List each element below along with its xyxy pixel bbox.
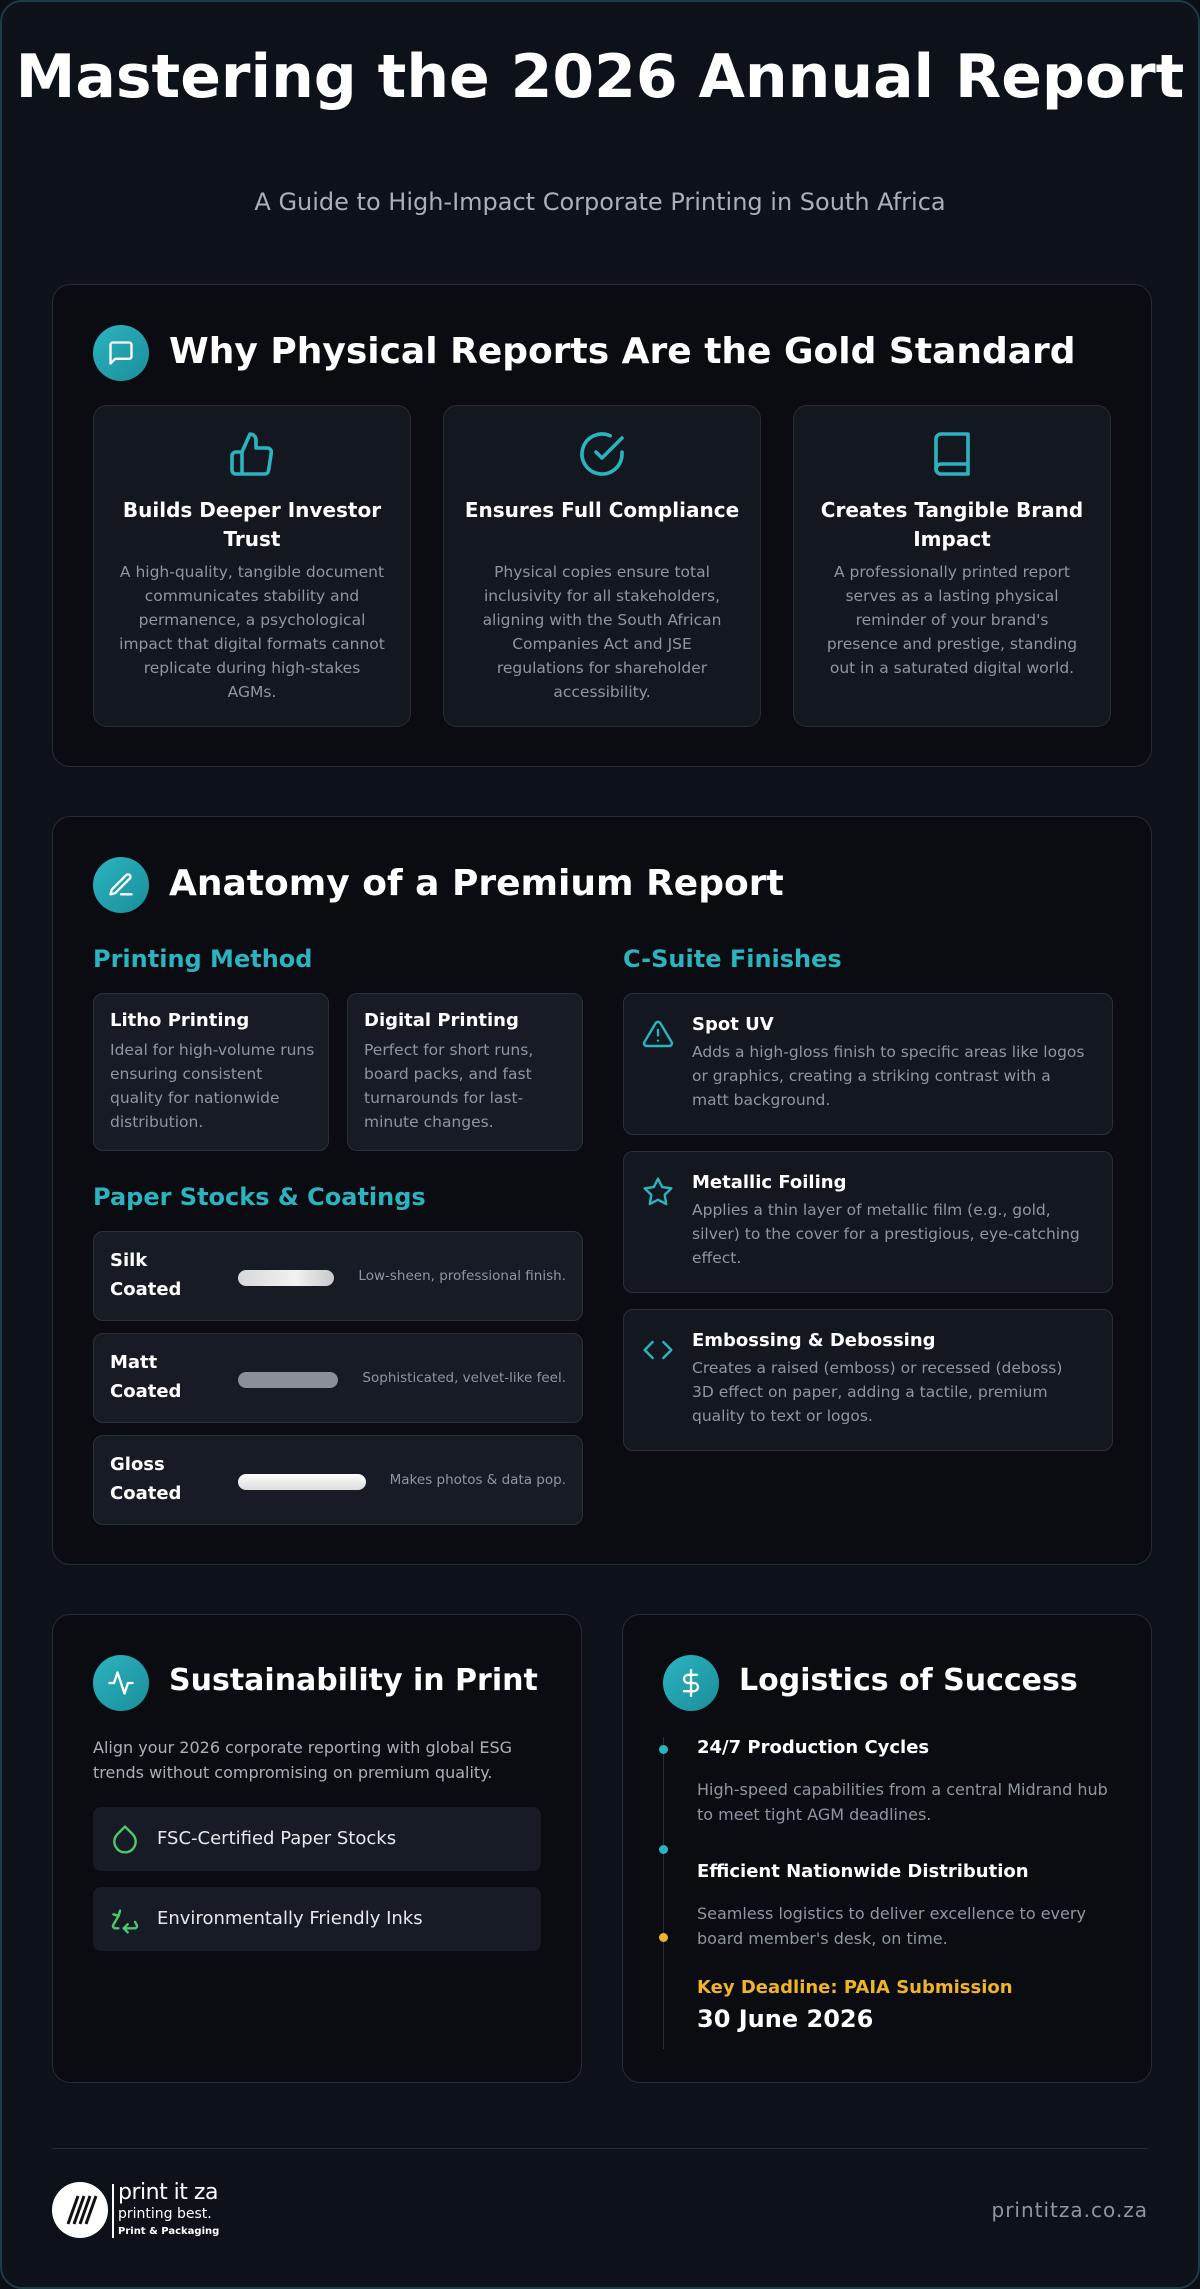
anatomy-section xyxy=(52,816,1152,1565)
paper-desc: Sophisticated, velvet-like feel. xyxy=(362,1370,566,1386)
why-card-title: Ensures Full Compliance xyxy=(464,498,740,522)
paper-name: Matt Coated xyxy=(110,1352,182,1402)
method-text: Ideal for high-volume runs ensuring consistent quality for nationwide distribution. xyxy=(110,1041,315,1131)
logistics-section xyxy=(622,1614,1152,2083)
timeline-line xyxy=(663,1737,664,2049)
why-card-title: Builds Deeper Investor Trust xyxy=(122,498,382,551)
timeline-dot xyxy=(659,1745,668,1754)
anatomy-title: Anatomy of a Premium Report xyxy=(169,863,784,904)
code-brackets-icon xyxy=(642,1334,674,1366)
why-title: Why Physical Reports Are the Gold Standard xyxy=(169,331,1076,372)
why-card-text: Physical copies ensure total inclusivity for all stakeholders, aligning with the South African Companies Act and JSE regulations for shareholder accessibility. xyxy=(482,563,722,701)
printing-method-heading: Printing Method xyxy=(93,945,313,973)
finishes-heading: C-Suite Finishes xyxy=(623,945,842,973)
activity-pulse-icon xyxy=(93,1655,149,1711)
sustainability-section xyxy=(52,1614,582,2083)
sustainability-item-label: Environmentally Friendly Inks xyxy=(157,1908,423,1929)
sustainability-item-label: FSC-Certified Paper Stocks xyxy=(157,1828,397,1849)
logistics-step-title: Efficient Nationwide Distribution xyxy=(697,1861,1029,1882)
footer-divider xyxy=(52,2148,1148,2149)
gloss-swatch xyxy=(238,1474,366,1490)
finish-text: Adds a high-gloss finish to specific areas like logos or graphics, creating a striking contrast with a matt background. xyxy=(692,1043,1085,1109)
thumbs-up-icon xyxy=(94,430,410,478)
method-digital xyxy=(347,993,583,1151)
why-card-brand xyxy=(793,405,1111,727)
deadline-label: Key Deadline: PAIA Submission xyxy=(697,1977,1013,1998)
why-section xyxy=(52,284,1152,767)
page-subtitle: A Guide to High-Impact Corporate Printing in South Africa xyxy=(254,188,946,216)
sustainability-item-fsc xyxy=(93,1807,541,1871)
brand-logo xyxy=(52,2180,232,2240)
finish-embossing xyxy=(623,1309,1113,1451)
matt-swatch xyxy=(238,1372,338,1388)
method-title: Litho Printing xyxy=(110,1010,250,1031)
finish-spot-uv xyxy=(623,993,1113,1135)
method-title: Digital Printing xyxy=(364,1010,519,1031)
sustainability-title: Sustainability in Print xyxy=(169,1663,538,1698)
method-text: Perfect for short runs, board packs, and fast turnarounds for last-minute changes. xyxy=(364,1041,534,1131)
timeline-dot-deadline xyxy=(659,1933,668,1942)
recycle-icon xyxy=(109,1903,141,1935)
finish-title: Spot UV xyxy=(692,1014,774,1035)
finish-text: Applies a thin layer of metallic film (e.g., gold, silver) to the cover for a prestigious, eye-catching effect. xyxy=(692,1201,1080,1267)
paper-gloss xyxy=(93,1435,583,1525)
paper-name: Silk Coated xyxy=(110,1250,182,1300)
silk-swatch xyxy=(238,1270,334,1286)
timeline-dot xyxy=(659,1845,668,1854)
alert-triangle-icon xyxy=(642,1018,674,1050)
chat-bubble-icon xyxy=(93,325,149,381)
star-icon xyxy=(642,1176,674,1208)
dollar-icon xyxy=(663,1655,719,1711)
page-title: Mastering the 2026 Annual Report xyxy=(15,42,1185,112)
droplet-icon xyxy=(109,1823,141,1855)
book-icon xyxy=(794,430,1110,478)
logistics-step-text: Seamless logistics to deliver excellence to every board member's desk, on time. xyxy=(697,1904,1086,1948)
logistics-title: Logistics of Success xyxy=(739,1663,1078,1698)
logo-subtitle: Print & Packaging xyxy=(118,2226,220,2237)
logo-tagline: printing best. xyxy=(118,2206,212,2222)
logo-name: print it za xyxy=(118,2180,218,2205)
finish-text: Creates a raised (emboss) or recessed (deboss) 3D effect on paper, adding a tactile, premium quality to text or logos. xyxy=(692,1359,1063,1425)
paper-matt xyxy=(93,1333,583,1423)
website-link[interactable]: printitza.co.za xyxy=(991,2198,1148,2222)
pen-icon xyxy=(93,857,149,913)
why-card-compliance xyxy=(443,405,761,727)
logistics-step-title: 24/7 Production Cycles xyxy=(697,1737,930,1758)
paper-silk xyxy=(93,1231,583,1321)
finish-title: Embossing & Debossing xyxy=(692,1330,936,1351)
logo-mark xyxy=(52,2182,108,2238)
logistics-step-text: High-speed capabilities from a central Midrand hub to meet tight AGM deadlines. xyxy=(697,1780,1108,1824)
logo-divider xyxy=(112,2184,114,2238)
why-card-title: Creates Tangible Brand Impact xyxy=(820,498,1084,551)
sustainability-text: Align your 2026 corporate reporting with global ESG trends without compromising on premium quality. xyxy=(93,1738,513,1782)
paper-stocks-heading: Paper Stocks & Coatings xyxy=(93,1183,426,1211)
why-card-trust xyxy=(93,405,411,727)
deadline-value: 30 June 2026 xyxy=(697,2005,874,2033)
paper-desc: Makes photos & data pop. xyxy=(389,1472,566,1488)
finish-metallic-foiling xyxy=(623,1151,1113,1293)
finish-title: Metallic Foiling xyxy=(692,1172,847,1193)
why-card-text: A professionally printed report serves as a lasting physical reminder of your brand's presence and prestige, standing out in a saturated digital world. xyxy=(826,563,1078,677)
why-card-text: A high-quality, tangible document communicates stability and permanence, a psychological impact that digital formats cannot replicate during high-stakes AGMs. xyxy=(119,563,385,701)
method-litho xyxy=(93,993,329,1151)
check-circle-icon xyxy=(444,430,760,478)
sustainability-item-inks xyxy=(93,1887,541,1951)
paper-name: Gloss Coated xyxy=(110,1454,182,1504)
paper-desc: Low-sheen, professional finish. xyxy=(358,1268,566,1284)
